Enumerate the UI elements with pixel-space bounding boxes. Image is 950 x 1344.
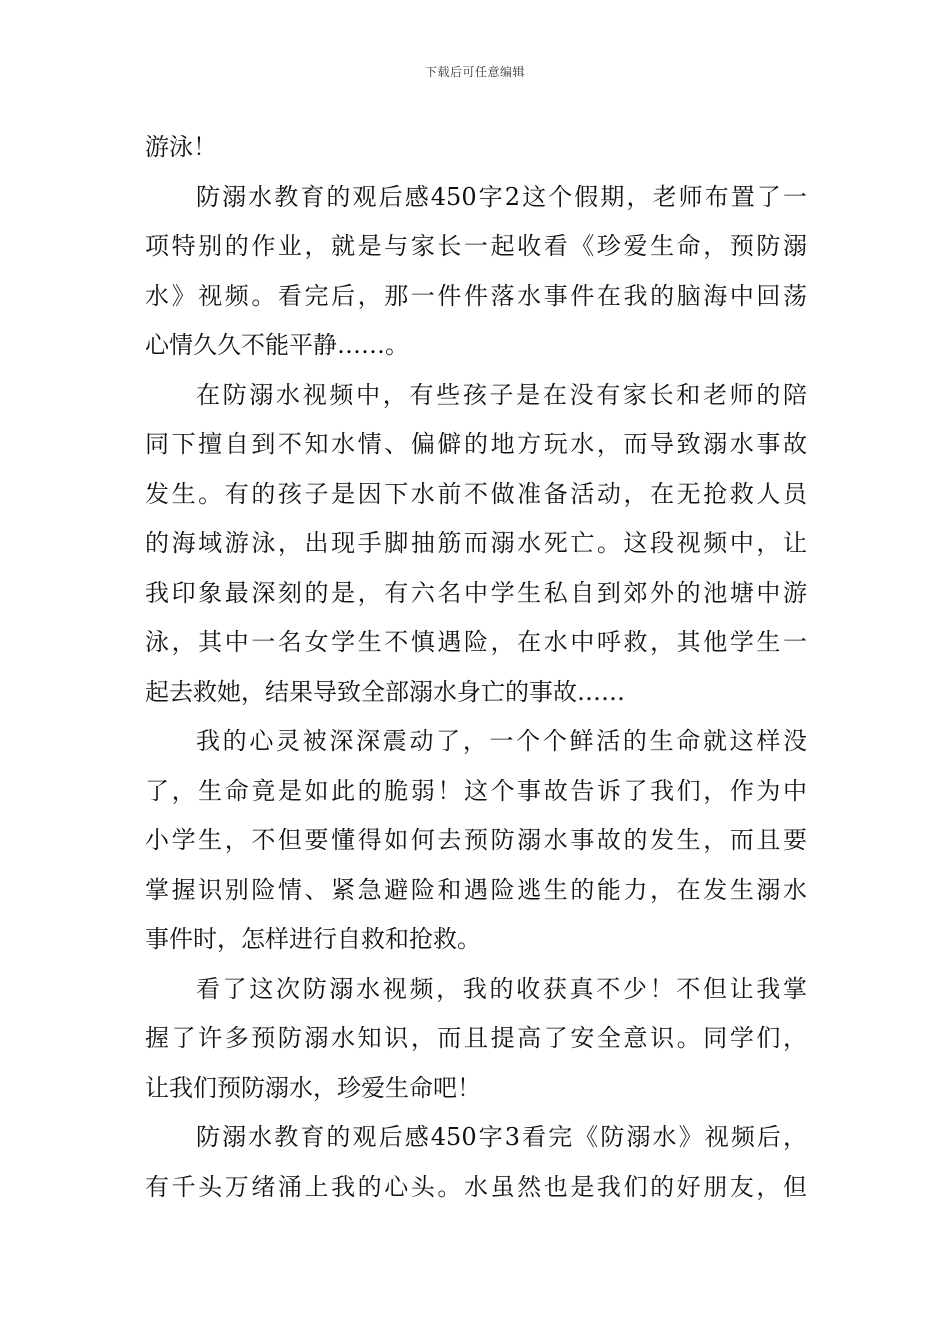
paragraph-first-line: 在防溺水视频中，有些孩子是在没有家长和老师的陪 bbox=[196, 380, 807, 409]
text-line: 起去救她，结果导致全部溺水身亡的事故…… bbox=[145, 677, 625, 706]
paragraph-first-line: 看了这次防溺水视频，我的收获真不少！不但让我掌 bbox=[196, 974, 807, 1003]
paragraph-first-line: 防溺水教育的观后感450字2这个假期，老师布置了一 bbox=[196, 182, 807, 211]
text-line: 的海域游泳，出现手脚抽筋而溺水死亡。这段视频中，让 bbox=[145, 529, 807, 557]
paragraph-first-line: 防溺水教育的观后感450字3看完《防溺水》视频后， bbox=[196, 1123, 807, 1151]
text-line: 水》视频。看完后，那一件件落水事件在我的脑海中回荡 bbox=[145, 281, 807, 310]
text-line: 小学生，不但要懂得如何去预防溺水事故的发生，而且要 bbox=[145, 826, 807, 854]
text-line: 发生。有的孩子是因下水前不做准备活动，在无抢救人员 bbox=[145, 479, 807, 508]
text-line: 了，生命竟是如此的脆弱！这个事故告诉了我们，作为中 bbox=[145, 776, 807, 805]
text-line: 游泳！ bbox=[145, 133, 217, 161]
text-line: 握了许多预防溺水知识，而且提高了安全意识。同学们， bbox=[145, 1024, 807, 1052]
text-line: 事件时，怎样进行自救和抢救。 bbox=[145, 925, 481, 953]
text-line: 掌握识别险情、紧急避险和遇险逃生的能力，在发生溺水 bbox=[145, 875, 807, 904]
text-line: 有千头万绪涌上我的心头。水虽然也是我们的好朋友，但 bbox=[145, 1172, 807, 1201]
text-line: 心情久久不能平静……。 bbox=[145, 331, 409, 359]
text-line: 项特别的作业，就是与家长一起收看《珍爱生命，预防溺 bbox=[145, 232, 807, 260]
text-line: 泳，其中一名女学生不慎遇险，在水中呼救，其他学生一 bbox=[145, 628, 807, 656]
page-header-note: 下载后可任意编辑 bbox=[424, 65, 525, 79]
paragraph-first-line: 我的心灵被深深震动了，一个个鲜活的生命就这样没 bbox=[196, 727, 807, 755]
essay-body bbox=[145, 123, 807, 1212]
text-line: 让我们预防溺水，珍爱生命吧！ bbox=[145, 1073, 481, 1102]
text-line: 我印象最深刻的是，有六名中学生私自到郊外的池塘中游 bbox=[145, 578, 807, 607]
text-line: 同下擅自到不知水情、偏僻的地方玩水，而导致溺水事故 bbox=[145, 430, 807, 458]
